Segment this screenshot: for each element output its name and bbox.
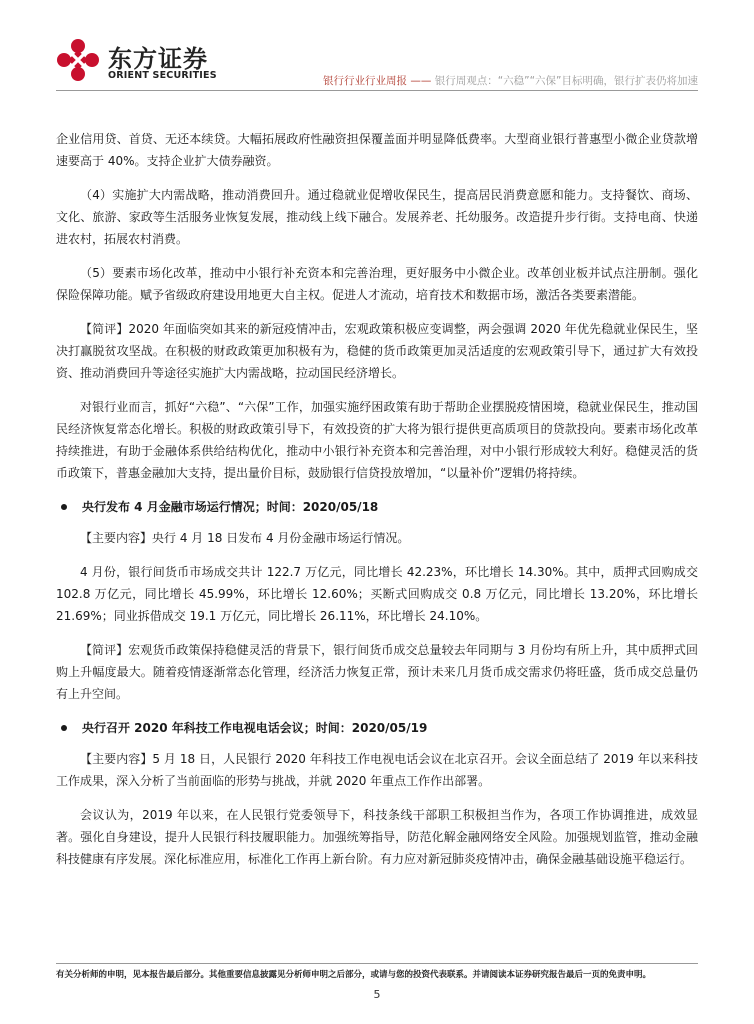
report-subtitle: 银行周观点：“六稳”“六保”目标明确，银行扩表仍将加速 (434, 75, 698, 87)
footer-disclaimer: 有关分析师的申明，见本报告最后部分。其他重要信息披露见分析师申明之后部分，或请与您的投资代表联系。并请阅读本证券研究报告最后一页的免责申明。 (56, 970, 652, 980)
company-logo (56, 38, 216, 82)
paragraph: 【主要内容】5 月 18 日，人民银行 2020 年科技工作电视电话会议在北京召开。会议全面总结了 2019 年以来科技工作成果，深入分析了当前面临的形势与挑战，并就 2020 年重点工作作出部署。 (56, 752, 698, 788)
section-heading (56, 717, 698, 739)
section-heading-text: 央行发布 4 月金融市场运行情况；时间：2020/05/18 (82, 500, 379, 514)
report-title: 银行行业行业周报 —— (323, 75, 432, 87)
header-divider (56, 90, 698, 91)
logo-english-name: ORIENT SECURITIES (108, 70, 217, 81)
report-body (56, 128, 698, 882)
section-heading (56, 496, 698, 518)
bullet-dot-icon (61, 725, 67, 731)
page-number: 5 (373, 988, 381, 1001)
section-heading-text: 央行召开 2020 年科技工作电视电话会议；时间：2020/05/19 (82, 721, 428, 735)
report-header-title (218, 73, 698, 88)
paragraph: 对银行业而言，抓好“六稳”、“六保”工作，加强实施纾困政策有助于帮助企业摆脱疫情困境，稳就业保民生，推动国民经济恢复常态化增长。积极的财政政策引导下，有效投资的扩大将为银行提供更高质项目的贷款投向。要素市场化改革持续推进，有助于金融体系供给结构优化，推动中小银行补充资本和完善治理，对中小银行形成较大利好。稳健灵活的货币政策下，普惠金融加大支持，提出量价目标，鼓励银行信贷投放增加，“以量补价”逻辑仍将持续。 (56, 400, 698, 480)
paragraph: 会议认为，2019 年以来，在人民银行党委领导下，科技条线干部职工积极担当作为，各项工作协调推进，成效显著。强化自身建设，提升人民银行科技履职能力。加强统筹指导，防范化解金融网络安全风险。加强规划监管，推动金融科技健康有序发展。深化标准应用，标准化工作再上新台阶。有力应对新冠肺炎疫情冲击，确保金融基础设施平稳运行。 (56, 808, 698, 866)
paragraph: （5）要素市场化改革，推动中小银行补充资本和完善治理，更好服务中小微企业。改革创业板并试点注册制。强化保险保障功能。赋予省级政府建设用地更大自主权。促进人才流动，培育技术和数据市场，激活各类要素潜能。 (56, 266, 698, 302)
footer-divider (56, 963, 698, 964)
paragraph: （4）实施扩大内需战略，推动消费回升。通过稳就业促增收保民生，提高居民消费意愿和能力。支持餐饮、商场、文化、旅游、家政等生活服务业恢复发展，推动线上线下融合。发展养老、托幼服务。改造提升步行街。支持电商、快递进农村，拓展农村消费。 (56, 188, 698, 246)
logo-chinese-name: 东方证券 (108, 45, 208, 73)
bullet-dot-icon (61, 504, 67, 510)
paragraph: 【简评】2020 年面临突如其来的新冠疫情冲击，宏观政策积极应变调整，两会强调 2020 年优先稳就业保民生，坚决打赢脱贫攻坚战。在积极的财政政策更加积极有为，稳健的货币政策更加灵活适度的宏观政策引导下，通过扩大有效投资、推动消费回升等途径实施扩大内需战略，拉动国民经济增长。 (56, 322, 698, 380)
orient-securities-logo-icon (56, 38, 100, 82)
paragraph: 【简评】宏观货币政策保持稳健灵活的背景下，银行间货币成交总量较去年同期与 3 月份均有所上升，其中质押式回购上升幅度最大。随着疫情逐渐常态化管理，经济活力恢复正常，预计未来几月货币成交需求仍将旺盛，货币成交总量仍有上升空间。 (56, 643, 698, 701)
paragraph: 4 月份，银行间货币市场成交共计 122.7 万亿元，同比增长 42.23%，环比增长 14.30%。其中，质押式回购成交 102.8 万亿元，同比增长 45.99%，环比增长 12.60%；买断式回购成交 0.8 万亿元，同比增长 13.20%，环比增长 21.69%；同业拆借成交 19.1 万亿元，同比增长 26.11%，环比增长 24.10%。 (56, 565, 698, 623)
paragraph: 企业信用贷、首贷、无还本续贷。大幅拓展政府性融资担保覆盖面并明显降低费率。大型商业银行普惠型小微企业贷款增速要高于 40%。支持企业扩大债券融资。 (56, 132, 698, 168)
paragraph: 【主要内容】央行 4 月 18 日发布 4 月份金融市场运行情况。 (80, 531, 410, 545)
